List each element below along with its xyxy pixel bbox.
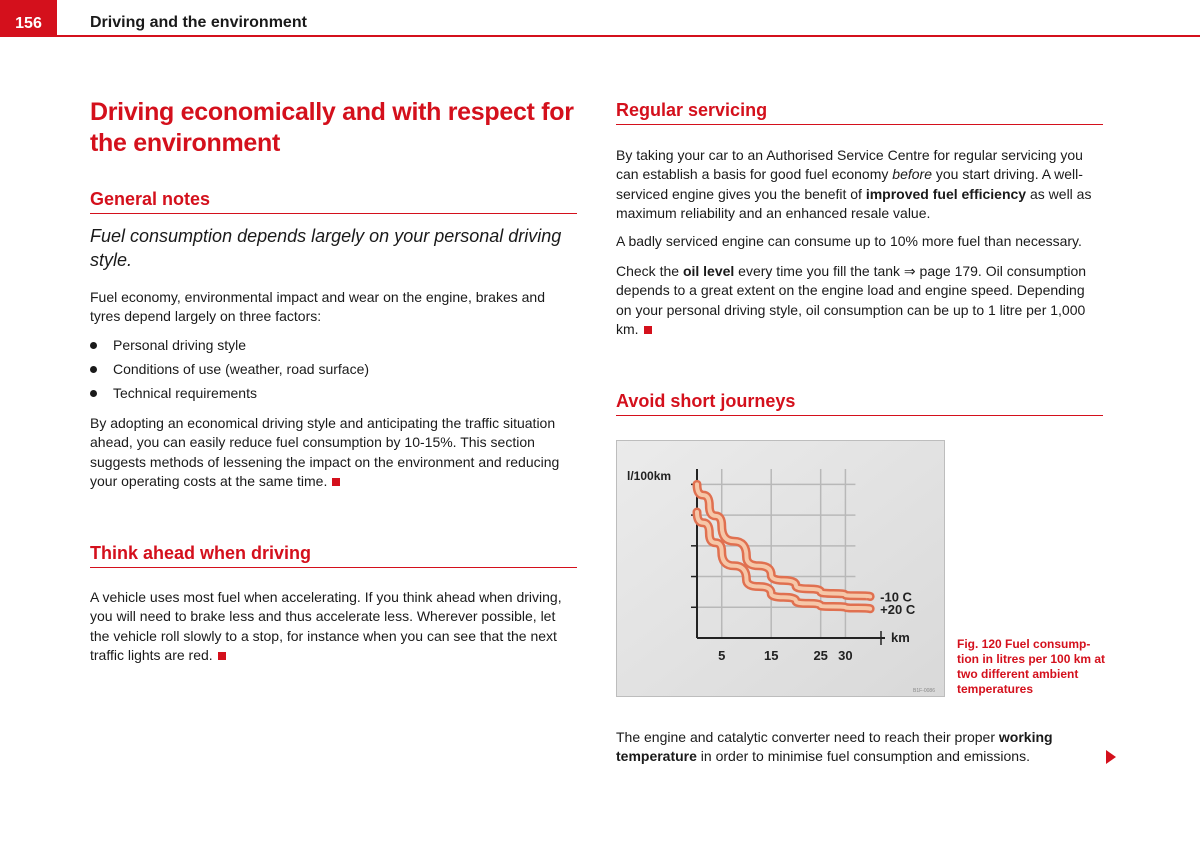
x-tick-label: 25 xyxy=(813,648,828,663)
series-label: +20 C xyxy=(880,601,916,617)
chapter-title: Driving and the environment xyxy=(90,14,307,31)
general-notes-paragraph: By adopting an economical driving style and anticipating the traffic situation ahead, you can easily reduce fuel consumption by 10-15%. This section suggests methods of lessening the impact on the environment and reducing your operating costs at the same time. xyxy=(90,415,560,489)
section-heading-think-ahead: Think ahead when driving xyxy=(90,543,577,568)
think-ahead-paragraph: A vehicle uses most fuel when accelerating. If you think ahead when driving, you will need to brake less and thus accelerate less. Wherever possible, let the vehicle roll slowly to a stop, for instance when you can see that the next traffic lights are red. xyxy=(90,589,562,663)
fuel-consumption-chart xyxy=(617,441,944,696)
continue-arrow-icon xyxy=(1106,750,1116,764)
image-code: B1F-0086 xyxy=(913,688,935,694)
section-heading-regular-servicing: Regular servicing xyxy=(616,100,1103,125)
y-axis-label: l/100km xyxy=(627,469,672,483)
x-tick-label: 5 xyxy=(718,648,726,663)
page-title: Driving economically and with respect for the environment xyxy=(90,98,574,157)
avoid-short-journeys-paragraph: The engine and catalytic converter need to reach their proper working temperature in order to minimise fuel consumption and emissions. xyxy=(616,729,1053,765)
x-tick-label: 30 xyxy=(838,648,853,663)
servicing-paragraph-3: Check the oil level every time you fill the tank ⇒ page 179. Oil consumption depends to a great extent on the engine load and engine speed. Depending on your personal driving style, oil consumption can be up to 1 litre per 1,000 km. xyxy=(616,263,1087,337)
section-heading-general-notes: General notes xyxy=(90,189,577,214)
series-label: -10 C xyxy=(880,589,912,605)
page-number: 156 xyxy=(0,0,57,37)
bullet-icon xyxy=(90,342,97,349)
section-heading-avoid-short-journeys: Avoid short journeys xyxy=(616,391,1103,416)
x-tick-label: 15 xyxy=(763,648,779,663)
header-rule xyxy=(57,35,1200,37)
end-of-section-icon xyxy=(332,478,340,486)
end-of-section-icon xyxy=(644,326,652,334)
figure-caption: Fig. 120 Fuel consump-tion in litres per 100 km at two different ambient temperatures xyxy=(957,637,1106,696)
x-axis-label: km xyxy=(891,630,910,645)
end-of-section-icon xyxy=(218,652,226,660)
lead-text: Fuel consumption depends largely on your personal driving style. xyxy=(90,226,562,270)
bullet-icon xyxy=(90,390,97,397)
servicing-paragraph-1: By taking your car to an Authorised Service Centre for regular servicing you can establish a basis for good fuel economy before you start driving. A well-serviced engine gives you the benefit of improved fuel efficiency as well as maximum reliability and an enhanced resale value. xyxy=(616,147,1092,221)
fuel-consumption-figure xyxy=(616,440,945,697)
servicing-paragraph-2: A badly serviced engine can consume up to 10% more fuel than necessary. xyxy=(616,233,1082,249)
intro-paragraph: Fuel economy, environmental impact and wear on the engine, brakes and tyres depend largely on three factors: xyxy=(90,289,546,325)
bullet-icon xyxy=(90,366,97,373)
